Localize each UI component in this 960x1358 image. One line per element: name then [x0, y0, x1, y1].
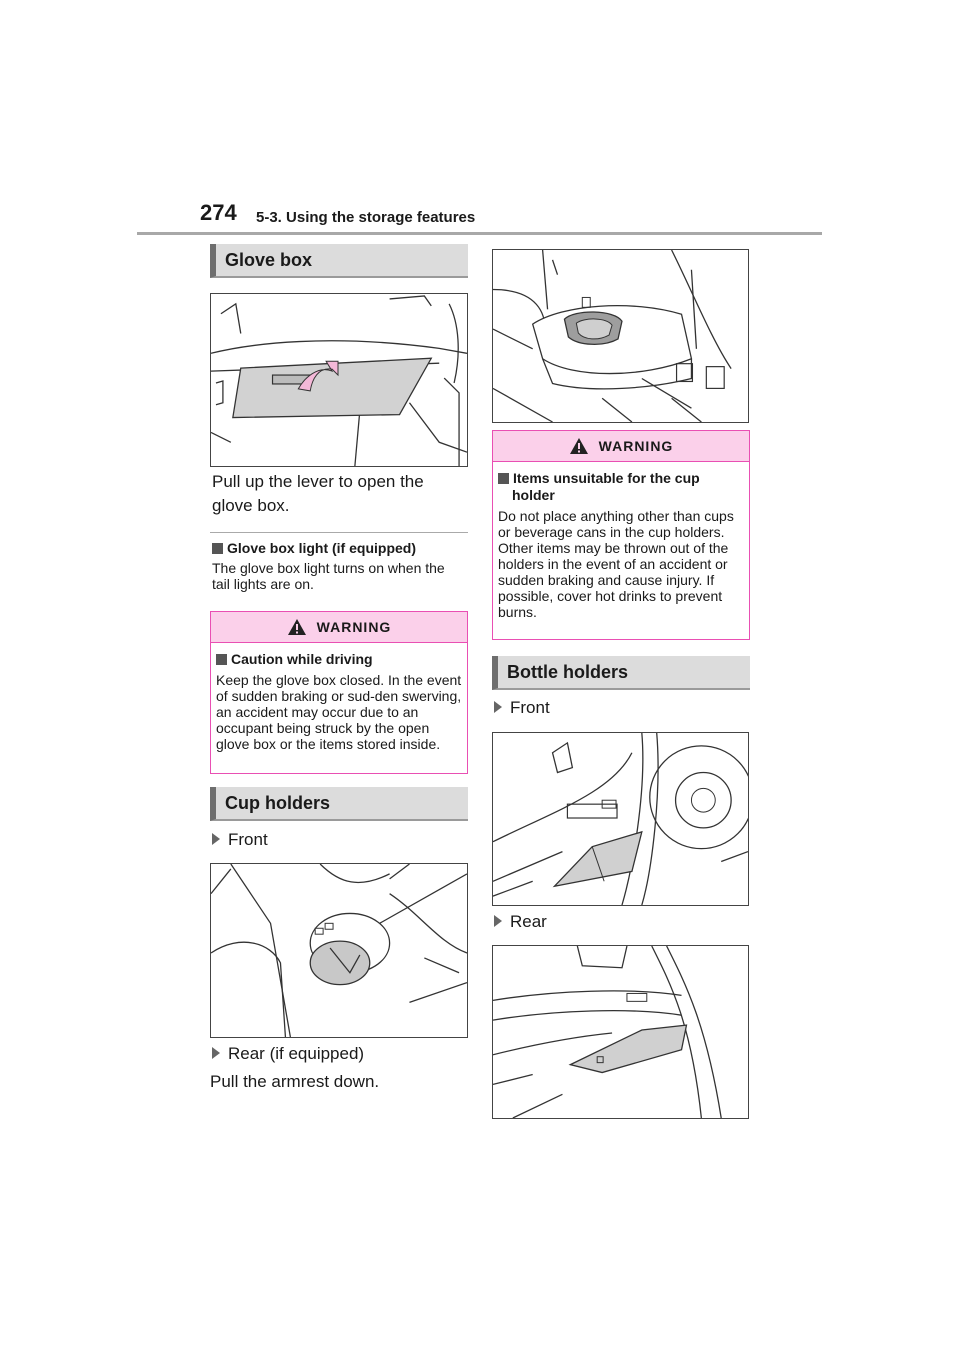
- glove-box-heading: Glove box: [210, 244, 468, 278]
- glove-box-instruction: Pull up the lever to open the glove box.: [212, 472, 424, 515]
- square-bullet-icon: [212, 543, 223, 554]
- cup-holders-heading: Cup holders: [210, 787, 468, 821]
- chapter-title: 5-3. Using the storage features: [256, 209, 476, 226]
- warning-label: WARNING: [316, 619, 392, 635]
- warning-text: Keep the glove box closed. In the event of sudden braking or sud-den swerving, an accident may occur due to an occupant being struck by the open glove box or the items stored inside.: [216, 672, 462, 752]
- square-bullet-icon: [498, 473, 509, 484]
- cup-front-label: Front: [212, 830, 268, 850]
- glove-box-light-title: Glove box light (if equipped): [212, 540, 468, 557]
- page-number: 274: [200, 200, 237, 225]
- warning-triangle-icon: [569, 437, 589, 455]
- cup-warning-box: [492, 430, 750, 640]
- cup-rear-label: Rear (if equipped): [212, 1044, 364, 1064]
- glove-box-light-text: The glove box light turns on when the tail lights are on.: [212, 560, 445, 592]
- warning-triangle-icon: [287, 618, 307, 636]
- rear-armrest-illustration: [492, 249, 749, 423]
- arrow-bullet-icon: [494, 915, 502, 927]
- glove-warning-box: [210, 611, 468, 774]
- warning-label: WARNING: [598, 438, 674, 454]
- front-bottle-holder-illustration: [492, 732, 749, 906]
- bottle-front-label: Front: [494, 698, 550, 718]
- front-cup-holder-illustration: [210, 863, 468, 1038]
- arrow-bullet-icon: [212, 833, 220, 845]
- warning-header: [211, 612, 467, 643]
- arrow-bullet-icon: [494, 701, 502, 713]
- warning-text: Do not place anything other than cups or beverage cans in the cup holders. Other items may be thrown out of the holders in the event of an accident or sudden braking and cause injury. If possible, cover hot drinks to prevent burns.: [498, 508, 734, 620]
- square-bullet-icon: [216, 654, 227, 665]
- warning-title: Items unsuitable for the cup holder: [498, 470, 744, 504]
- bottle-holders-heading: Bottle holders: [492, 656, 750, 690]
- warning-title: Caution while driving: [216, 651, 462, 668]
- warning-header: [493, 431, 749, 462]
- warning-body: [211, 643, 467, 752]
- divider: [210, 532, 468, 533]
- bottle-rear-label: Rear: [494, 912, 547, 932]
- warning-body: [493, 462, 749, 620]
- cup-rear-instruction: Pull the armrest down.: [210, 1072, 380, 1091]
- header-rule: [137, 232, 822, 235]
- arrow-bullet-icon: [212, 1047, 220, 1059]
- rear-bottle-holder-illustration: [492, 945, 749, 1119]
- glove-box-illustration: [210, 293, 468, 467]
